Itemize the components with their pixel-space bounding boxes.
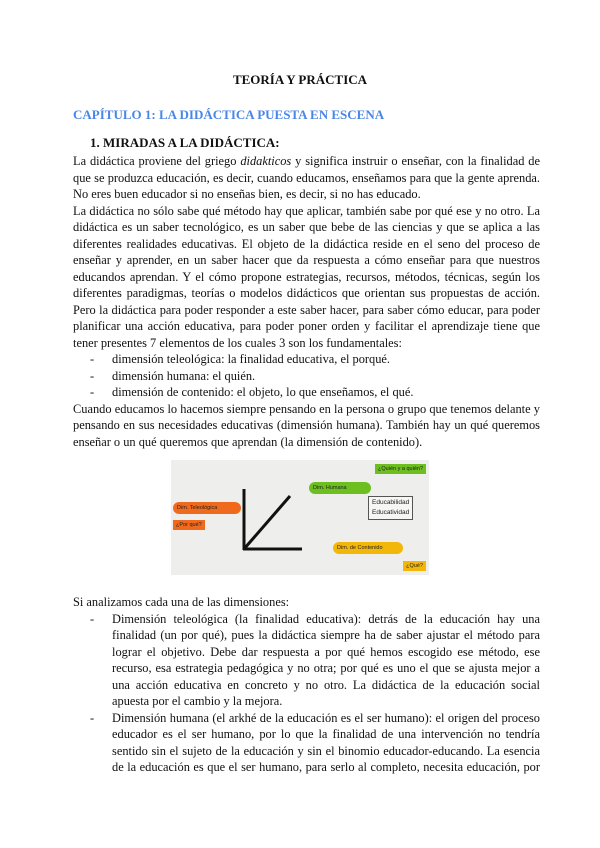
list-item-line: educador es el ser humano, por lo que la finalidad de una intervención no tendría: [112, 727, 540, 741]
paragraph-line: enseñar o un qué queremos que aprendan (la dimensión de contenido).: [73, 435, 423, 449]
list-item-line: Dimensión humana (el arkhé de la educación es el ser humano): el origen del proceso: [112, 711, 540, 725]
dim-contenido-label: Dim. de Contenido: [333, 542, 403, 554]
section-heading: 1. MIRADAS A LA DIDÁCTICA:: [90, 135, 280, 150]
list-item: dimensión teleológica: la finalidad educativa, el porqué.: [112, 352, 391, 366]
educabilidad-box: Educabilidad Educatividad: [368, 496, 413, 520]
bullet-dash: -: [90, 369, 95, 383]
list-item-line: una acción educativa en concreto y no otro. La didáctica de la educación social: [112, 678, 540, 692]
document-title: TEORÍA Y PRÁCTICA: [232, 72, 368, 87]
chapter-heading: CAPÍTULO 1: LA DIDÁCTICA PUESTA EN ESCENA: [73, 107, 385, 122]
paragraph-line: que se produzca educación, es decir, cuando educamos, enseñamos para que la gente aprenda.: [73, 171, 540, 185]
paragraph-line: Cuando educamos lo hacemos siempre pensando en la persona o grupo que tenemos delante y: [73, 402, 540, 416]
dimensions-diagram: [171, 460, 429, 575]
paragraph-line: Pero la didáctica para poder responder a este saber hacer, para saber cómo educar, para poder: [73, 303, 540, 317]
list-item: dimensión de contenido: el objeto, lo que enseñamos, el qué.: [112, 385, 414, 399]
dim-humana-label: Dim. Humana: [309, 482, 371, 494]
paragraph-line: No eres buen educador si no enseñas bien, es decir, si no has educado.: [73, 187, 421, 201]
intro-analysis: Si analizamos cada una de las dimensiones:: [73, 595, 290, 609]
paragraph-line: diferentes realidades educativas. El objeto de la didáctica reside en el seno del proceso de: [73, 237, 540, 251]
quien-label: ¿Quién y a quién?: [375, 464, 426, 474]
bullet-dash: -: [90, 352, 95, 366]
list-item-line: sentido sin el sujeto de la educación y sin el binomio educador-educando. La esencia: [112, 744, 540, 758]
list-item-line: de la educación es que el ser humano, para serlo al completo, necesita educación, por: [112, 760, 540, 774]
bullet-dash: -: [90, 385, 95, 399]
bullet-dash: -: [90, 711, 95, 725]
que-label: ¿Qué?: [403, 561, 426, 571]
paragraph-line: La didáctica no sólo sabe qué método hay que aplicar, también sabe por qué ese y no otro. La: [73, 204, 540, 218]
list-item-line: lograr el objetivo. Debe dar respuesta a por qué hemos escogido ese método, ese: [112, 645, 540, 659]
paragraph-line: diferentes paradigmas, teorías o modelos didácticos que orientan sus propuestas de acción.: [73, 286, 540, 300]
paragraph-line: educandos aprendan. Y el cómo propone estrategias, recursos, métodos, técnicas, según los: [73, 270, 540, 284]
porque-label: ¿Por qué?: [173, 520, 205, 530]
paragraph-line: tener presentes 7 elementos de los cuales 3 son los fundamentales:: [73, 336, 402, 350]
paragraph-line: La didáctica proviene del griego didakticos y significa instruir o enseñar, con la finalidad de: [73, 154, 540, 168]
paragraph-line: didáctica es un saber tecnológico, es un saber que bebe de las ciencias y que se aplica a las: [73, 220, 540, 234]
list-item-line: apuesta por el cambio y la mejora.: [112, 694, 283, 708]
dim-teleologica-label: Dim. Teleológica: [173, 502, 241, 514]
list-item-line: finalidad (un por qué), pues la didáctica siempre ha de saber ajustar el método para: [112, 628, 540, 642]
list-item-line: recurso, esa estrategia pedagógica y no otra; por qué es uno el que se ajusta mejor a: [112, 661, 540, 675]
bullet-dash: -: [90, 612, 95, 626]
paragraph-line: planificar una acción educativa, para poder poner orden y facilitar el aprendizaje tiene que: [73, 319, 540, 333]
paragraph-line: enseñar y aprender, en un saber hacer que da respuesta a cómo enseñar para que nuestros: [73, 253, 540, 267]
paragraph-line: pensando en sus necesidades educativas (dimensión humana). También hay un qué queremos: [73, 418, 540, 432]
list-item-line: Dimensión teleológica (la finalidad educativa): detrás de la educación hay una: [112, 612, 540, 626]
list-item: dimensión humana: el quién.: [112, 369, 256, 383]
